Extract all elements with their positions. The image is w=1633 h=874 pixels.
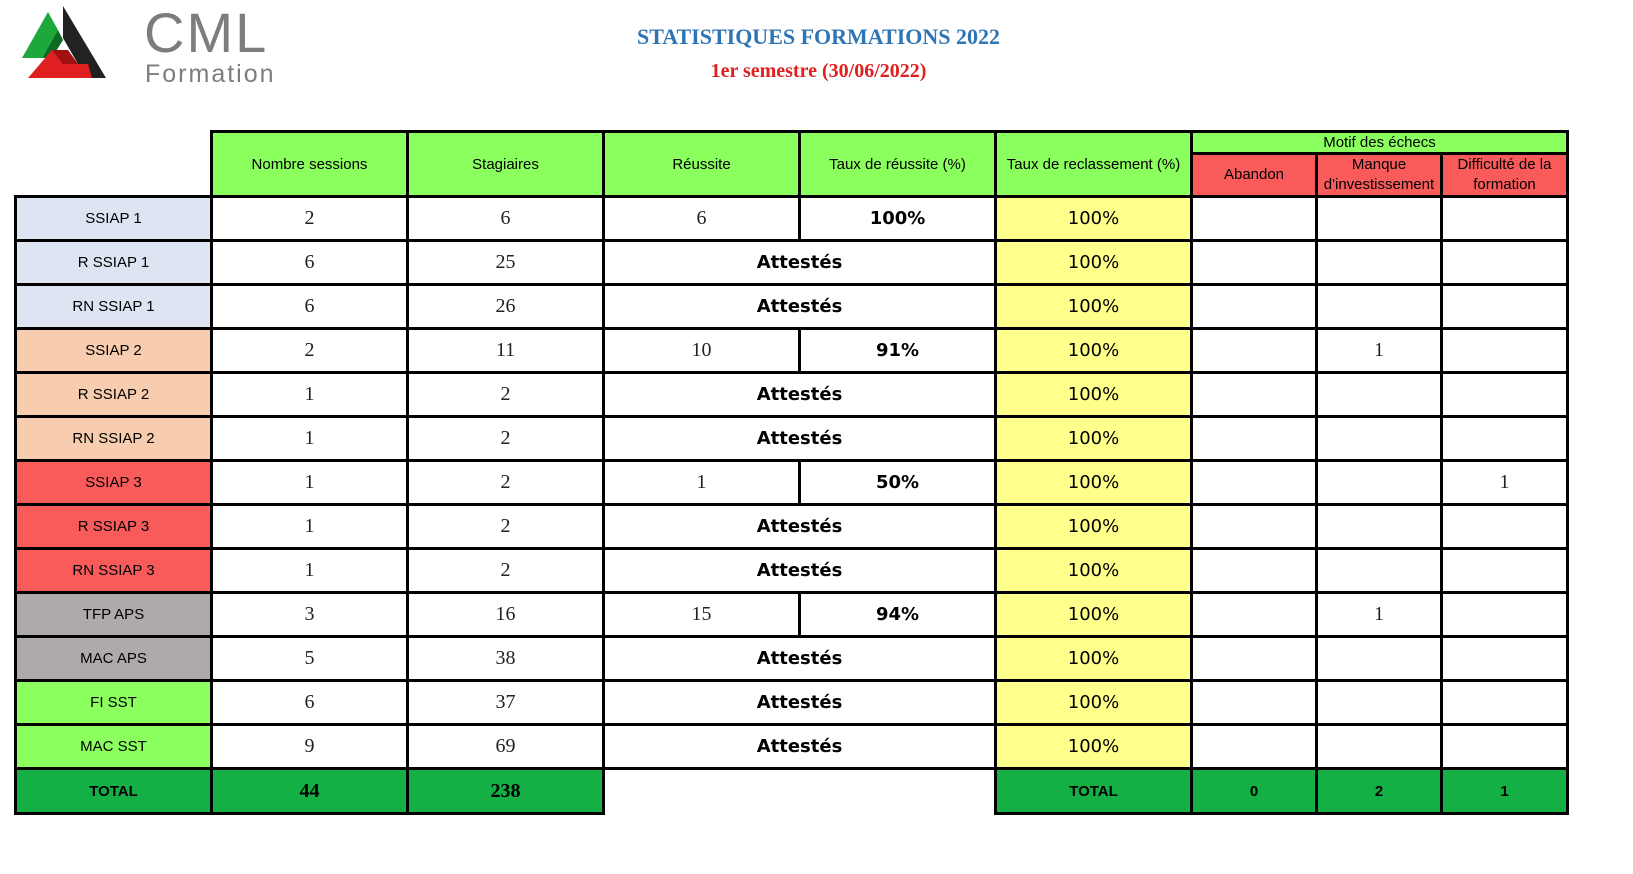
row-label: SSIAP 3 xyxy=(16,461,212,505)
table-row xyxy=(16,725,1568,769)
cell-attestes: Attestés xyxy=(604,373,996,417)
cell-manque xyxy=(1317,373,1442,417)
row-label: RN SSIAP 3 xyxy=(16,549,212,593)
cell-difficulte xyxy=(1442,373,1568,417)
row-label: FI SST xyxy=(16,681,212,725)
cell-difficulte xyxy=(1442,505,1568,549)
stats-table xyxy=(14,130,1569,815)
col-header-sessions: Nombre sessions xyxy=(212,132,408,197)
cell-attestes: Attestés xyxy=(604,417,996,461)
total-abandon: 0 xyxy=(1192,769,1317,814)
col-header-stagiaires: Stagiaires xyxy=(408,132,604,197)
cell-stagiaires: 26 xyxy=(408,285,604,329)
row-label: R SSIAP 2 xyxy=(16,373,212,417)
cell-difficulte xyxy=(1442,197,1568,241)
cell-reclassement: 100% xyxy=(996,637,1192,681)
cell-sessions: 3 xyxy=(212,593,408,637)
total-manque: 2 xyxy=(1317,769,1442,814)
cell-attestes: Attestés xyxy=(604,505,996,549)
cell-abandon xyxy=(1192,241,1317,285)
cell-difficulte xyxy=(1442,593,1568,637)
cell-taux-reussite: 94% xyxy=(800,593,996,637)
col-header-taux-reussite: Taux de réussite (%) xyxy=(800,132,996,197)
cell-manque xyxy=(1317,725,1442,769)
cell-manque xyxy=(1317,417,1442,461)
cell-sessions: 6 xyxy=(212,241,408,285)
table-row xyxy=(16,329,1568,373)
col-header-abandon: Abandon xyxy=(1192,154,1317,197)
cell-stagiaires: 38 xyxy=(408,637,604,681)
cell-manque xyxy=(1317,285,1442,329)
row-label: MAC SST xyxy=(16,725,212,769)
cell-stagiaires: 2 xyxy=(408,417,604,461)
cell-attestes: Attestés xyxy=(604,681,996,725)
total-difficulte: 1 xyxy=(1442,769,1568,814)
cell-stagiaires: 2 xyxy=(408,549,604,593)
cell-reussite: 1 xyxy=(604,461,800,505)
cell-manque xyxy=(1317,505,1442,549)
cell-sessions: 1 xyxy=(212,461,408,505)
table-row xyxy=(16,285,1568,329)
cell-manque: 1 xyxy=(1317,593,1442,637)
table-row xyxy=(16,637,1568,681)
cell-manque xyxy=(1317,681,1442,725)
cell-reussite: 6 xyxy=(604,197,800,241)
cell-abandon xyxy=(1192,725,1317,769)
cell-abandon xyxy=(1192,681,1317,725)
cell-reclassement: 100% xyxy=(996,725,1192,769)
cell-abandon xyxy=(1192,197,1317,241)
cell-stagiaires: 69 xyxy=(408,725,604,769)
cell-reclassement: 100% xyxy=(996,417,1192,461)
total-stagiaires: 238 xyxy=(408,769,604,814)
cell-reclassement: 100% xyxy=(996,505,1192,549)
corner-empty xyxy=(16,132,212,197)
cell-abandon xyxy=(1192,461,1317,505)
cell-difficulte xyxy=(1442,549,1568,593)
cell-stagiaires: 16 xyxy=(408,593,604,637)
total-gap xyxy=(604,769,996,814)
col-header-reussite: Réussite xyxy=(604,132,800,197)
row-label: RN SSIAP 1 xyxy=(16,285,212,329)
cell-attestes: Attestés xyxy=(604,637,996,681)
cell-reclassement: 100% xyxy=(996,241,1192,285)
cell-abandon xyxy=(1192,417,1317,461)
row-label: SSIAP 1 xyxy=(16,197,212,241)
table-row xyxy=(16,241,1568,285)
cell-sessions: 6 xyxy=(212,681,408,725)
cell-reussite: 10 xyxy=(604,329,800,373)
cell-sessions: 2 xyxy=(212,329,408,373)
cell-difficulte xyxy=(1442,329,1568,373)
table-body xyxy=(16,197,1568,769)
table-row xyxy=(16,417,1568,461)
cell-difficulte xyxy=(1442,241,1568,285)
col-header-taux-reclassement: Taux de reclassement (%) xyxy=(996,132,1192,197)
cell-reclassement: 100% xyxy=(996,329,1192,373)
row-label: R SSIAP 3 xyxy=(16,505,212,549)
total-label-2: TOTAL xyxy=(996,769,1192,814)
cell-sessions: 6 xyxy=(212,285,408,329)
table-row xyxy=(16,549,1568,593)
cell-reclassement: 100% xyxy=(996,549,1192,593)
col-header-manque: Manque d'investissement xyxy=(1317,154,1442,197)
cell-reclassement: 100% xyxy=(996,681,1192,725)
cell-taux-reussite: 91% xyxy=(800,329,996,373)
table-row xyxy=(16,593,1568,637)
cell-sessions: 1 xyxy=(212,417,408,461)
cell-stagiaires: 37 xyxy=(408,681,604,725)
cell-stagiaires: 2 xyxy=(408,461,604,505)
cell-abandon xyxy=(1192,637,1317,681)
cell-manque xyxy=(1317,461,1442,505)
cell-sessions: 5 xyxy=(212,637,408,681)
cell-reclassement: 100% xyxy=(996,285,1192,329)
cell-stagiaires: 2 xyxy=(408,505,604,549)
cell-attestes: Attestés xyxy=(604,549,996,593)
cell-manque xyxy=(1317,549,1442,593)
cell-taux-reussite: 100% xyxy=(800,197,996,241)
cell-abandon xyxy=(1192,285,1317,329)
cell-difficulte xyxy=(1442,285,1568,329)
cell-reclassement: 100% xyxy=(996,593,1192,637)
cell-sessions: 1 xyxy=(212,505,408,549)
cell-abandon xyxy=(1192,373,1317,417)
cell-reclassement: 100% xyxy=(996,373,1192,417)
cell-manque xyxy=(1317,241,1442,285)
cell-manque xyxy=(1317,197,1442,241)
page-title: STATISTIQUES FORMATIONS 2022 xyxy=(636,24,1001,49)
brand-sub: Formation xyxy=(145,60,276,88)
page-subtitle: 1er semestre (30/06/2022) xyxy=(710,60,927,82)
cell-abandon xyxy=(1192,505,1317,549)
cell-difficulte: 1 xyxy=(1442,461,1568,505)
table-row xyxy=(16,505,1568,549)
cell-stagiaires: 6 xyxy=(408,197,604,241)
cell-abandon xyxy=(1192,549,1317,593)
brand-name: CML xyxy=(144,1,269,64)
cell-manque: 1 xyxy=(1317,329,1442,373)
cell-sessions: 1 xyxy=(212,373,408,417)
cell-reclassement: 100% xyxy=(996,197,1192,241)
total-label: TOTAL xyxy=(16,769,212,814)
cell-difficulte xyxy=(1442,725,1568,769)
cell-attestes: Attestés xyxy=(604,241,996,285)
table-row xyxy=(16,197,1568,241)
cell-stagiaires: 25 xyxy=(408,241,604,285)
cell-reclassement: 100% xyxy=(996,461,1192,505)
cell-difficulte xyxy=(1442,637,1568,681)
col-header-difficulte: Difficulté de la formation xyxy=(1442,154,1568,197)
cell-abandon xyxy=(1192,329,1317,373)
cell-reussite: 15 xyxy=(604,593,800,637)
row-label: RN SSIAP 2 xyxy=(16,417,212,461)
row-label: SSIAP 2 xyxy=(16,329,212,373)
row-label: MAC APS xyxy=(16,637,212,681)
cell-attestes: Attestés xyxy=(604,285,996,329)
cell-difficulte xyxy=(1442,681,1568,725)
row-label: R SSIAP 1 xyxy=(16,241,212,285)
table-row xyxy=(16,373,1568,417)
cell-attestes: Attestés xyxy=(604,725,996,769)
table-row xyxy=(16,681,1568,725)
cell-stagiaires: 2 xyxy=(408,373,604,417)
cell-sessions: 9 xyxy=(212,725,408,769)
table-row xyxy=(16,461,1568,505)
row-label: TFP APS xyxy=(16,593,212,637)
cell-abandon xyxy=(1192,593,1317,637)
cell-difficulte xyxy=(1442,417,1568,461)
cell-taux-reussite: 50% xyxy=(800,461,996,505)
col-header-motif: Motif des échecs xyxy=(1192,132,1568,154)
cell-sessions: 2 xyxy=(212,197,408,241)
cell-stagiaires: 11 xyxy=(408,329,604,373)
total-sessions: 44 xyxy=(212,769,408,814)
cell-manque xyxy=(1317,637,1442,681)
cell-sessions: 1 xyxy=(212,549,408,593)
